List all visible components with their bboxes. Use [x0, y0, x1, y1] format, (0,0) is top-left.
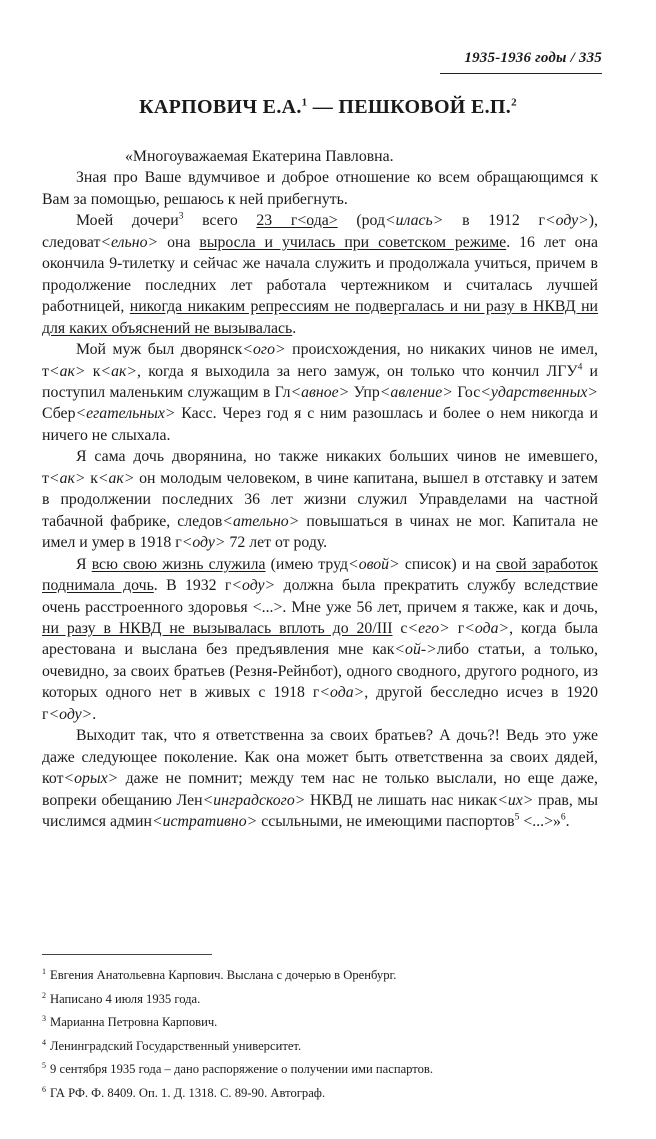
text: (имею труд	[265, 555, 349, 573]
footnote-text: Марианна Петровна Карпович.	[50, 1015, 218, 1030]
text: . В 1932 г	[153, 577, 232, 595]
editorial-insert: <оду>	[544, 212, 589, 230]
footnote-text: Ленинградский Государственный университет.	[50, 1038, 302, 1053]
editorial-insert: <егательных>	[75, 405, 176, 423]
underlined-text: выросла и училась при советском режиме	[199, 233, 507, 251]
text: 72 лет от роду.	[225, 534, 328, 552]
text: с	[392, 619, 408, 637]
text: Мой муж был дворянск	[76, 341, 243, 359]
text: и поступил маленьким служащим в Гл	[42, 362, 599, 401]
text: г	[449, 619, 465, 637]
paragraph-3	[42, 339, 598, 446]
title-footnote-mark-2: 2	[511, 96, 517, 109]
text: Упр	[349, 383, 380, 401]
text: всего	[183, 212, 257, 230]
footnote-number: 4	[42, 1037, 46, 1047]
text: в 1912 г	[443, 212, 545, 230]
footnote-number: 2	[42, 990, 46, 1000]
paragraph-6	[42, 725, 598, 832]
editorial-insert: <ого>	[242, 341, 286, 359]
editorial-insert: <илась>	[385, 212, 444, 230]
footnote	[42, 986, 598, 1010]
footnote-ref-4: 4	[577, 362, 583, 373]
text: должна была прекратить службу вследствие очень расстроенного здоровья <...>. Мне уже 56 лет, причем я также, как и дочь,	[42, 577, 598, 616]
footnote-text: ГА РФ. Ф. 8409. Оп. 1. Д. 1318. С. 89-90. Автограф.	[50, 1086, 326, 1101]
letter-salutation: «Многоуважаемая Екатерина Павловна.	[125, 148, 394, 165]
paragraph-1: Зная про Ваше вдумчивое и доброе отношение ко всем обращающимся к Вам за помощью, решаюсь к ней прибегнуть.	[42, 169, 598, 208]
editorial-insert: <ательно>	[222, 512, 300, 530]
editorial-insert: <оду>	[231, 577, 276, 595]
text: , когда была арестована и выслана без предъявления мне как	[42, 619, 599, 659]
underlined-text: всю свою жизнь служила	[91, 555, 266, 573]
footnote-text: Написано 4 июля 1935 года.	[50, 991, 201, 1006]
footnote	[42, 1080, 598, 1104]
text: даже не помнит; между тем нас не только выслали, но еще даже, вопреки обещанию Лен	[42, 770, 598, 809]
footnote-number: 3	[42, 1014, 46, 1024]
text: . 16 лет она окончила 9-тилетку и сейчас же начала служить и продолжала учиться, причем в продолжение последних лет работала чертежником и считалась лучшей работницей,	[42, 233, 598, 316]
text: он молодым человеком, в чине капитана, вышел в отставку и затем в продолжении последних 36 лет жизни служил Управделами на частной табачной фабрике, следов	[42, 469, 598, 530]
editorial-insert: <его>	[407, 619, 450, 637]
text: к	[85, 469, 98, 487]
editorial-insert: <оду>	[181, 534, 226, 552]
page-title	[0, 96, 656, 119]
text: происхождения, но никаких чинов не имел, т	[42, 341, 598, 380]
text: к	[85, 362, 101, 380]
text: , другой бесследно исчез в 1920 г	[42, 684, 598, 723]
text: либо статьи, а только, очевидно, за своих братьев (Резня-Рейнбот), одного сводного, другого родного, из которых одного нет в живых с 1918 г	[42, 641, 598, 702]
text: <...>»	[519, 813, 561, 831]
footnote-number: 5	[42, 1061, 46, 1071]
footnote	[42, 1056, 598, 1080]
text: ), следоват	[42, 212, 598, 251]
text: ссыльными, не имеющими паспортов	[257, 813, 515, 831]
letter-body	[42, 146, 598, 833]
title-part1: КАРПОВИЧ Е.А.	[139, 96, 302, 118]
paragraph-4	[42, 446, 598, 553]
footnote-text: 9 сентября 1935 года – дано распоряжение о получении ими паспартов.	[50, 1062, 434, 1077]
footnote-separator	[42, 954, 212, 955]
footnotes	[42, 962, 598, 1104]
footnote-ref-3: 3	[178, 212, 184, 223]
editorial-insert: <овой>	[348, 555, 400, 573]
running-head-rule	[440, 73, 602, 74]
footnote-text: Евгения Анатольевна Карпович. Выслана с дочерью в Оренбург.	[50, 968, 397, 983]
text: повышаться в чинах не мог. Капитала не имел и умер в 1918 г	[42, 512, 598, 552]
footnote	[42, 962, 598, 986]
text: она	[158, 233, 200, 251]
editorial-insert: <ода>	[319, 684, 365, 702]
text: Я	[76, 555, 92, 573]
editorial-insert: <авление>	[379, 383, 453, 401]
editorial-insert: <ак>	[48, 362, 86, 380]
editorial-insert: <ой->	[394, 641, 437, 659]
paragraph-2	[42, 210, 598, 339]
underlined-text: свой заработок поднимала дочь	[42, 555, 598, 595]
underlined-text: никогда никаким репрессиям не подвергалась и ни разу в НКВД ни для каких объяснений не вызывалась	[42, 298, 598, 337]
text: Гос	[452, 383, 481, 401]
footnote-number: 1	[42, 967, 46, 976]
text: .	[92, 705, 97, 723]
paragraph-5	[42, 554, 598, 726]
editorial-insert: <ударственных>	[480, 383, 598, 401]
text: Выходит так, что я ответственна за своих братьев? А дочь?! Ведь это уже даже следующее поколение. Как она может быть ответственна за своих дядей, кот	[42, 727, 598, 788]
text: Касс. Через год я с ним разошлась и более о нем никогда и ничего не слыхала.	[42, 405, 598, 444]
running-head: 1935-1936 годы / 335	[464, 50, 602, 66]
title-footnote-mark-1: 1	[301, 96, 308, 109]
text: НКВД не лишать нас никак	[305, 791, 498, 809]
underlined-text: ни разу в НКВД не вызывалась вплоть до 20/III	[42, 619, 393, 637]
editorial-insert: <их>	[497, 791, 534, 809]
text: прав, мы числимся админ	[42, 791, 598, 831]
text: (род	[337, 212, 385, 230]
footnote-ref-5: 5	[514, 812, 520, 823]
editorial-insert: <орых>	[63, 770, 119, 788]
text: список) и на	[399, 555, 496, 573]
text: .	[565, 813, 570, 831]
underlined-text: 23 г<ода>	[256, 212, 338, 230]
footnote	[42, 1009, 598, 1033]
text: Сбер	[42, 405, 76, 423]
editorial-insert: <истративно>	[151, 813, 258, 831]
editorial-insert: <ельно>	[100, 233, 159, 251]
footnote	[42, 1033, 598, 1057]
text: , когда я выходила за него замуж, он только что кончил ЛГУ	[137, 362, 578, 380]
title-part2: — ПЕШКОВОЙ Е.П.	[307, 96, 512, 118]
footnote-number: 6	[42, 1084, 46, 1094]
editorial-insert: <ак>	[97, 469, 135, 487]
editorial-insert: <ак>	[48, 469, 86, 487]
text: Я сама дочь дворянина, но также никаких больших чинов не имевшего, т	[42, 448, 598, 487]
footnote-ref-6: 6	[560, 812, 566, 823]
text: .	[292, 319, 297, 337]
editorial-insert: <ак>	[100, 362, 138, 380]
text: Моей дочери	[76, 212, 179, 230]
editorial-insert: <оду>	[48, 705, 93, 723]
editorial-insert: <инградского>	[202, 791, 306, 809]
editorial-insert: <ода>	[464, 619, 510, 637]
editorial-insert: <авное>	[290, 383, 350, 401]
